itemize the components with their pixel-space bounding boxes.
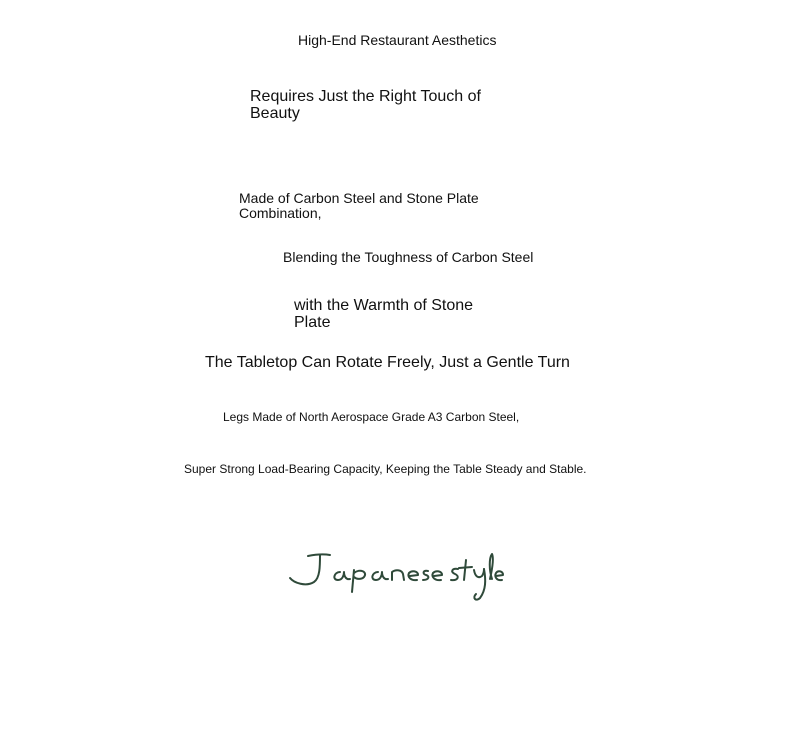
text-rotate: The Tabletop Can Rotate Freely, Just a Gentle Turn — [205, 354, 570, 371]
text-legs: Legs Made of North Aerospace Grade A3 Carbon Steel, — [223, 410, 520, 424]
text-capacity: Super Strong Load-Bearing Capacity, Keeping the Table Steady and Stable. — [184, 462, 587, 476]
text-warmth: with the Warmth of Stone Plate — [294, 297, 474, 331]
headline-beauty: Requires Just the Right Touch of Beauty — [250, 88, 481, 122]
signature-drawing — [286, 546, 506, 606]
text-toughness: Blending the Toughness of Carbon Steel — [283, 249, 534, 265]
japanese-style-signature — [286, 546, 506, 606]
headline-aesthetics: High-End Restaurant Aesthetics — [298, 32, 497, 48]
text-material: Made of Carbon Steel and Stone Plate Combination, — [239, 190, 479, 221]
